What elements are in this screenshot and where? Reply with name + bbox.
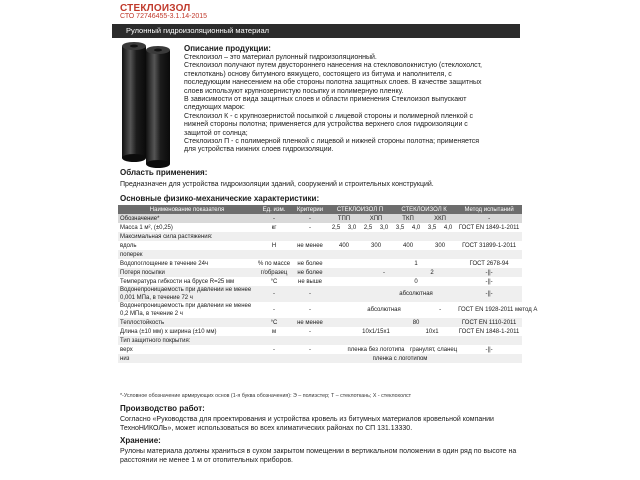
table-cell [328, 268, 360, 277]
table-cell: ТПП [328, 214, 360, 223]
table-cell: абсолютная [376, 286, 456, 302]
table-cell: 2,5 [331, 224, 341, 231]
table-cell: 0 [414, 278, 418, 285]
standard-code: СТО 72746455-3.1.14-2015 [120, 13, 208, 20]
table-cell [376, 336, 392, 345]
table-cell [344, 232, 360, 241]
table-cell: ТКП [392, 214, 424, 223]
table-cell: - [256, 214, 292, 223]
table-cell: кг [271, 224, 277, 231]
table-cell: 10х1/15х1 [362, 328, 390, 335]
table-cell [328, 259, 376, 268]
table-cell: ГОСТ EN 1848-1-2011 [458, 328, 520, 335]
description-line: нижней стороны полотна; применяется для устройства верхнего слоя гидроизоляции с [184, 121, 468, 129]
table-cell: Обозначение* [118, 214, 256, 223]
table-cell: 2,5 [363, 224, 373, 231]
table-cell: - [273, 307, 275, 313]
properties-table [118, 205, 538, 363]
table-row [118, 345, 522, 354]
table-cell: пленка с логотипом [344, 354, 456, 363]
table-row [118, 259, 522, 268]
table-cell: °С [256, 318, 292, 327]
table-cell: поперек [118, 250, 256, 259]
table-cell: - [309, 307, 311, 313]
table-cell [256, 354, 292, 363]
table-cell [256, 250, 292, 259]
column-header: Критерии [292, 205, 328, 214]
table-cell [440, 232, 456, 241]
table-cell: Н [271, 242, 277, 249]
table-row [118, 214, 522, 223]
table-cell: Водонепроницаемость при давлении не менее 0,2 МПа, в течение 2 ч [120, 303, 252, 317]
table-cell: Водонепроницаемость при давлении не менее 0,001 МПа, в течение 72 ч [118, 286, 256, 302]
storage-heading: Хранение: [120, 436, 161, 445]
table-cell: гранулят, сланец [410, 346, 458, 353]
table-cell: -||- [456, 286, 522, 302]
header-band-text: Рулонный гидроизоляционный материал [126, 25, 269, 35]
storage-text: Рулоны материала должны храниться в сухом закрытом помещении в вертикальном положении в один ряд по высоте на расстоянии не менее 1 м от отопительных приборов. [120, 448, 517, 464]
table-cell [376, 232, 392, 241]
table-cell [440, 336, 456, 345]
table-cell: г/образец [256, 268, 292, 277]
table-cell [328, 286, 376, 302]
table-cell [256, 232, 292, 241]
table-cell: -||- [485, 278, 493, 285]
table-cell [424, 336, 440, 345]
table-cell: ХПП [360, 214, 392, 223]
table-cell: не выше [298, 278, 322, 285]
table-row [118, 327, 522, 336]
roll-of-material-icon [118, 40, 178, 170]
column-header: СТЕКЛОИЗОЛ П [328, 205, 392, 214]
table-cell [392, 232, 408, 241]
table-cell: ГОСТ 2678-94 [469, 260, 509, 267]
table-cell [292, 336, 328, 345]
table-cell: 4,0 [411, 224, 421, 231]
table-cell [360, 336, 376, 345]
table-cell: - [360, 268, 408, 277]
column-header: Метод испытаний [456, 205, 522, 214]
table-cell: Водопоглощение в течение 24ч [120, 260, 209, 267]
table-cell: ГОСТ EN 1110-2011 [456, 318, 522, 327]
table-cell: низ [118, 354, 256, 363]
table-cell: м [271, 328, 277, 335]
table-cell: ГОСТ EN 1849-1-2011 [458, 224, 520, 231]
table-row [118, 354, 522, 363]
table-cell [360, 232, 376, 241]
table-cell [328, 232, 344, 241]
table-cell: 80 [376, 318, 456, 327]
table-cell [456, 354, 522, 363]
product-description [184, 44, 520, 155]
production-heading: Производство работ: [120, 404, 205, 413]
table-cell [408, 232, 424, 241]
table-row [118, 277, 522, 286]
table-cell: пленка без логотипа [347, 346, 405, 353]
table-cell [328, 354, 344, 363]
table-cell [440, 250, 456, 259]
table-cell: Максимальная сила растяжения: [118, 232, 256, 241]
description-line: Стеклоизол получают путем двустороннего нанесения на стекловолокнистую (стеклохолст, [184, 62, 482, 70]
table-cell [256, 336, 292, 345]
table-cell: 4,0 [443, 224, 453, 231]
properties-table-body [118, 223, 538, 363]
table-cell [328, 318, 376, 327]
table-cell: вдоль [120, 242, 137, 249]
application-heading: Область применения: [120, 168, 208, 177]
description-heading: Описание продукции: [184, 44, 271, 53]
description-line: стеклоткань) основу битумного вяжущего, состоящего из битума и наполнителя, с [184, 70, 452, 78]
table-cell: 300 [435, 242, 446, 249]
table-cell [328, 250, 344, 259]
table-cell [328, 302, 344, 318]
production-text: Согласно «Руководства для проектирования и устройства кровель из битумных материалов кровельной компании ТехноНИКОЛЬ», может использоваться во всех климатических районах по СП 131.13330. [120, 416, 494, 432]
table-cell [392, 336, 408, 345]
table-cell: °С [270, 278, 278, 285]
table-row [118, 268, 522, 277]
description-line: следующих марок: [184, 104, 245, 112]
table-cell [392, 250, 408, 259]
table-cell [292, 232, 328, 241]
table-cell: - [309, 328, 311, 335]
table-cell [292, 354, 328, 363]
table-cell [456, 232, 522, 241]
table-row [118, 250, 522, 259]
table-cell: Теплостойкость [118, 318, 256, 327]
column-header: СТЕКЛОИЗОЛ К [392, 205, 456, 214]
table-cell: % по массе [258, 260, 291, 267]
table-cell: - [273, 346, 275, 353]
table-cell: -||- [456, 268, 522, 277]
table-cell: - [256, 286, 292, 302]
table-cell [328, 277, 376, 286]
table-cell: 400 [338, 242, 349, 249]
description-line: Стеклоизол – это материал рулонный гидроизоляционный. [184, 54, 377, 61]
page-title: СТЕКЛОИЗОЛ [120, 3, 191, 14]
table-cell: 10х1 [425, 328, 439, 335]
table-row [118, 302, 522, 318]
table-cell: - [439, 307, 442, 313]
table-cell: 1 [414, 260, 418, 267]
table-cell: 2 [408, 268, 456, 277]
table-row [118, 232, 522, 241]
table-cell: Масса 1 м², (±0,25) [120, 224, 173, 231]
table-cell: - [309, 346, 311, 353]
table-cell: Температура гибкости на брусе R=25 мм [120, 278, 235, 285]
table-cell: 3,0 [379, 224, 389, 231]
table-cell [328, 336, 344, 345]
table-cell: 400 [403, 242, 414, 249]
table-row [118, 336, 522, 345]
description-line: защитой от солнца; [184, 129, 248, 137]
table-cell [344, 336, 360, 345]
table-cell: не менее [292, 318, 328, 327]
description-line: Стеклоизол П - с полимерной пленкой с лицевой и нижней стороны полотна; применяется [184, 138, 480, 146]
table-cell: верх [120, 346, 133, 353]
table-row [118, 286, 522, 302]
table-cell: -||- [485, 346, 493, 353]
table-cell [456, 250, 522, 259]
column-header: Наименование показателя [118, 205, 256, 214]
table-row [118, 241, 522, 250]
table-cell: - [309, 224, 311, 231]
table-cell [328, 345, 344, 354]
table-cell: ХКП [424, 214, 456, 223]
table-cell: ГОСТ EN 1928-2011 метод А [458, 307, 538, 313]
table-cell [456, 336, 522, 345]
table-cell: - [292, 214, 328, 223]
table-cell: Потеря посыпки [118, 268, 256, 277]
table-cell [424, 232, 440, 241]
application-text: Предназначен для устройства гидроизоляции зданий, сооружений и строительных конструкций. [120, 181, 434, 188]
description-line: последующим нанесением на обе стороны полотна защитных слоев. В качестве защитных [184, 79, 482, 87]
table-cell [344, 250, 360, 259]
table-cell: ГОСТ 31899-1-2011 [462, 242, 517, 249]
table-cell [376, 250, 392, 259]
description-line: для устройства нижних слоев гидроизоляции. [184, 146, 334, 154]
table-cell: 3,5 [395, 224, 405, 231]
table-cell: 300 [371, 242, 382, 249]
table-cell: не более [292, 268, 328, 277]
table-cell [360, 250, 376, 259]
table-cell [328, 327, 344, 336]
table-cell: абсолютная [367, 307, 401, 313]
table-cell [292, 250, 328, 259]
table-row [118, 318, 522, 327]
table-cell: 3,0 [347, 224, 357, 231]
table-header-row [118, 205, 522, 214]
column-header: Ед. изм. [256, 205, 292, 214]
table-cell: Тип защитного покрытия: [118, 336, 256, 345]
table-cell: Длина (±10 мм) х ширина (±10 мм) [120, 328, 217, 335]
table-footnote: *-Условное обозначение армирующих основ (1-я буква обозначения): Э – полиэстер; Т – стеклоткань; Х - стеклохолст [120, 393, 412, 399]
properties-heading: Основные физико-механические характеристики: [120, 194, 320, 203]
table-cell [424, 250, 440, 259]
table-cell: 3,5 [427, 224, 437, 231]
description-line: В зависимости от вида защитных слоев и области применения Стеклоизол выпускают [184, 96, 467, 104]
table-cell [408, 250, 424, 259]
table-cell [408, 336, 424, 345]
table-row [118, 223, 522, 232]
table-cell: не более [297, 260, 323, 267]
description-line: Стеклоизол К - с крупнозернистой посыпкой с лицевой стороны и полимерной пленкой с [184, 112, 474, 120]
description-line: слоев используют крупнозернистую посыпку и полимерную пленку. [184, 87, 404, 95]
table-cell: не менее [297, 242, 323, 249]
table-cell: - [292, 286, 328, 302]
table-cell: - [456, 214, 522, 223]
